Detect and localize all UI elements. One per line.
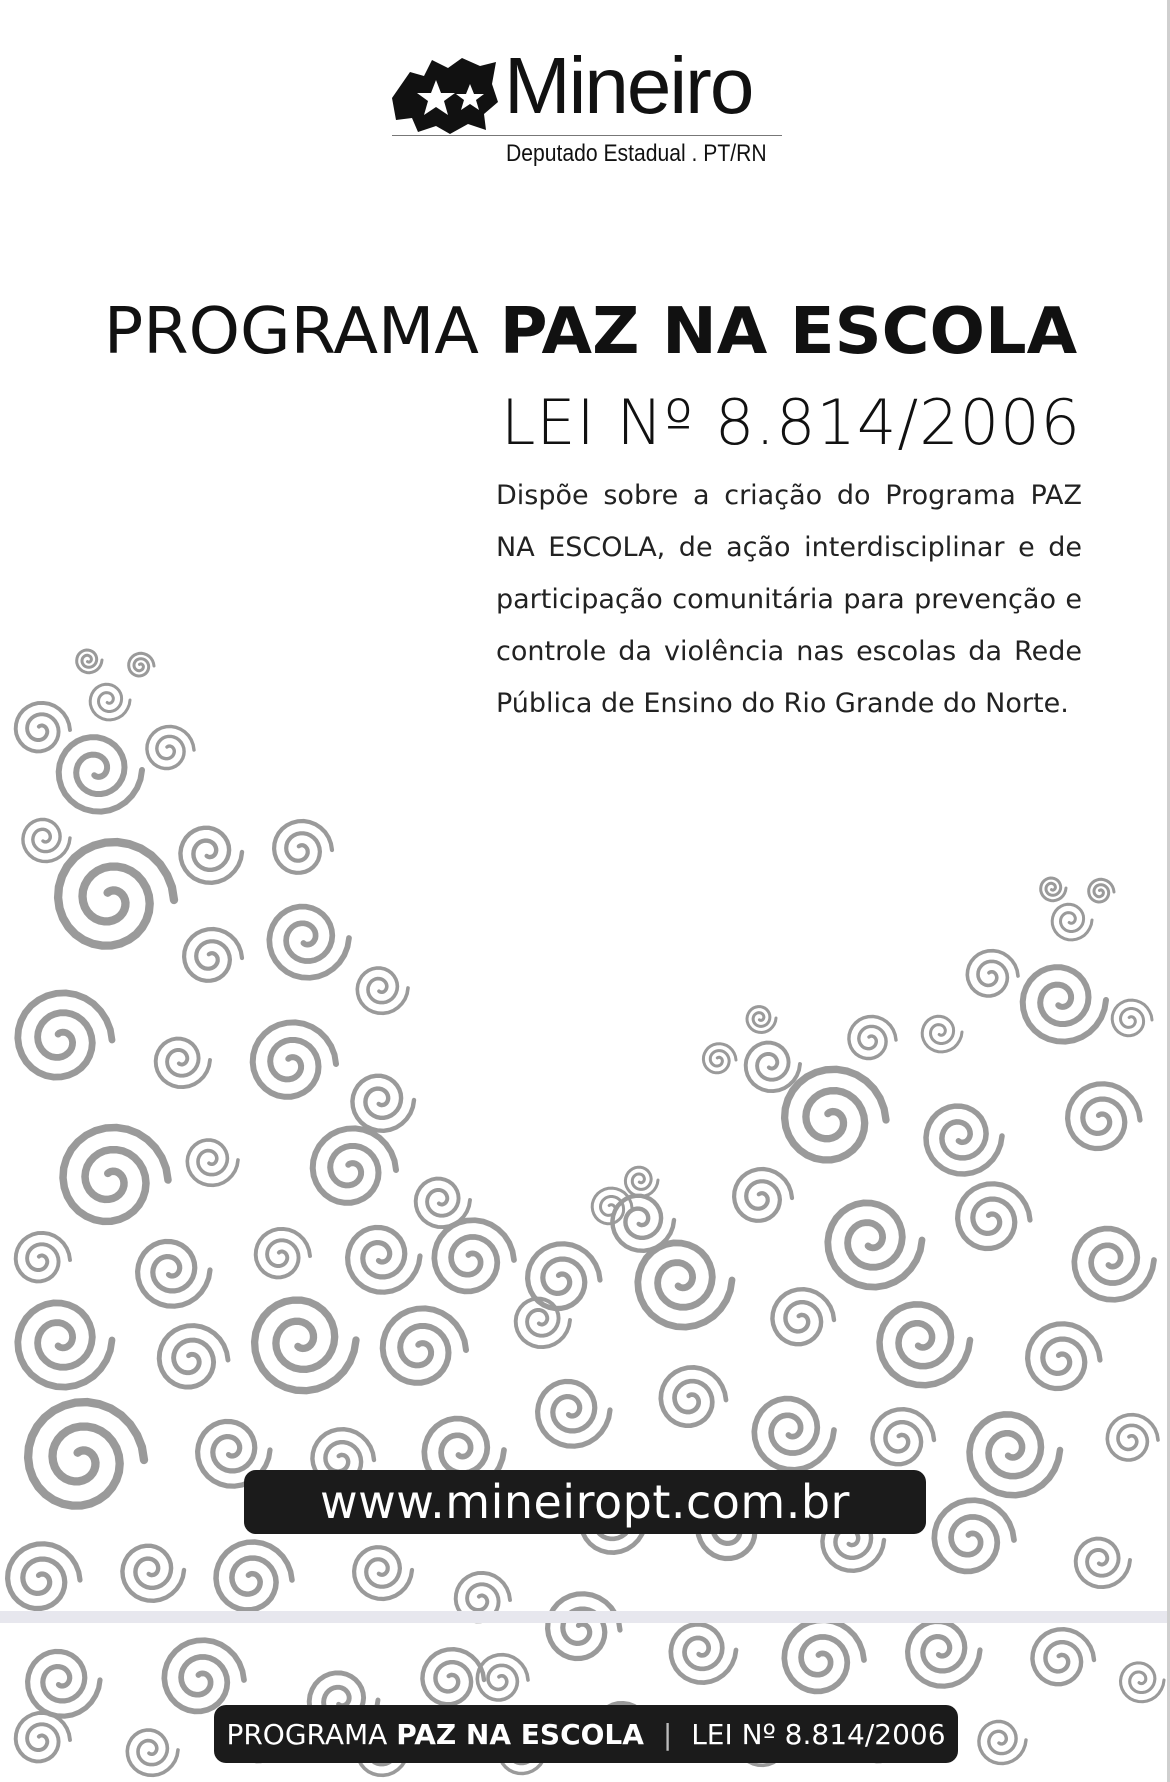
swirl-shape: [28, 1652, 100, 1717]
swirl-shape: [184, 929, 242, 981]
swirl-shape: [256, 1229, 310, 1278]
swirl-shape: [255, 1300, 356, 1391]
swirl-shape: [180, 828, 242, 883]
swirl-shape: [16, 703, 70, 752]
swirl-shape: [352, 1076, 414, 1131]
website-link[interactable]: www.mineiropt.com.br: [320, 1475, 850, 1529]
mineiro-logo: [388, 41, 808, 172]
swirl-shape: [1112, 1000, 1152, 1036]
swirl-shape: [274, 821, 332, 873]
swirl-shape: [129, 653, 154, 676]
swirl-shape: [18, 993, 112, 1077]
swirl-shape: [1041, 878, 1066, 901]
swirl-shape: [908, 1622, 980, 1687]
swirl-shape: [422, 1649, 484, 1704]
swirl-shape: [1028, 1324, 1100, 1389]
star-hand-logo-icon: [388, 54, 500, 136]
swirl-shape: [1068, 1084, 1140, 1149]
footer-emphasis: PAZ NA ESCOLA: [396, 1717, 644, 1751]
logo-name: Mineiro: [504, 41, 753, 130]
swirl-shape: [661, 1367, 726, 1425]
swirl-shape: [187, 1140, 238, 1185]
swirl-shape: [122, 1546, 184, 1601]
swirl-shape: [1023, 967, 1106, 1041]
swirl-shape: [970, 1414, 1061, 1495]
swirl-shape: [90, 684, 130, 720]
footer-separator: |: [662, 1717, 673, 1751]
swirl-shape: [269, 907, 349, 978]
swirl-shape: [754, 1399, 834, 1470]
swirl-shape: [313, 1128, 396, 1202]
swirl-shape: [967, 951, 1018, 996]
logo-divider: [392, 135, 782, 136]
swirl-shape: [538, 1382, 610, 1447]
swirl-shape: [159, 1326, 228, 1388]
swirl-shape: [357, 968, 408, 1013]
swirl-shape: [1107, 1415, 1158, 1460]
law-description: Dispõe sobre a criação do Programa PAZ NA ESCOLA, de ação interdisciplinar e de participação comunitária para prevenção e controle da violência nas escolas da Rede Pública de Ensino do Rio Grande do Norte.: [496, 480, 1082, 719]
swirl-shape: [958, 1184, 1030, 1249]
swirl-shape: [671, 1624, 736, 1682]
swirl-shape: [1052, 904, 1092, 940]
swirl-shape: [979, 1722, 1026, 1764]
swirl-shape: [548, 1594, 620, 1659]
swirl-shape: [63, 1128, 168, 1222]
swirl-shape: [164, 1640, 244, 1711]
program-title: [103, 295, 1077, 369]
swirl-shape: [28, 1402, 144, 1506]
swirl-shape: [772, 1289, 834, 1344]
swirl-shape: [784, 1620, 864, 1691]
swirl-shape: [934, 1500, 1014, 1571]
swirl-shape: [1074, 1229, 1154, 1300]
footer-law: LEI Nº 8.814/2006: [691, 1717, 946, 1751]
swirl-shape: [348, 1228, 420, 1293]
swirl-shape: [1089, 879, 1114, 902]
swirl-shape: [156, 1039, 210, 1088]
swirl-shape: [638, 1243, 732, 1327]
swirl-shape: [785, 1069, 886, 1160]
swirl-shape: [253, 1022, 336, 1096]
strip-divider: [0, 1611, 1167, 1623]
swirl-shape: [138, 1242, 210, 1307]
swirl-shape: [18, 1303, 112, 1387]
swirl-shape: [127, 1730, 178, 1775]
footer-prefix: PROGRAMA: [226, 1717, 388, 1751]
swirl-shape: [734, 1169, 792, 1221]
swirl-shape: [16, 1713, 70, 1762]
swirl-shape: [354, 1547, 412, 1599]
footer-text: [226, 1718, 945, 1751]
swirl-shape: [926, 1106, 1002, 1174]
swirl-shape: [147, 727, 194, 769]
swirl-shape: [880, 1304, 971, 1385]
swirl-shape: [828, 1203, 922, 1287]
program-title-prefix: PROGRAMA: [103, 295, 479, 369]
program-title-emphasis: PAZ NA ESCOLA: [499, 295, 1077, 369]
swirl-shape: [746, 1043, 800, 1092]
website-bar: [244, 1470, 926, 1534]
footer-bar: [214, 1705, 958, 1763]
swirl-shape: [23, 820, 70, 862]
swirl-shape: [59, 737, 142, 811]
swirl-shape: [747, 1007, 776, 1033]
swirl-shape: [8, 1544, 80, 1609]
swirl-shape: [58, 842, 174, 946]
swirl-shape: [216, 1542, 292, 1610]
law-number: LEI Nº 8.814/2006: [500, 386, 1081, 459]
swirl-shape: [16, 1233, 70, 1282]
logo-subtitle: Deputado Estadual . PT/RN: [506, 140, 767, 167]
swirl-shape: [703, 1044, 736, 1073]
swirl-shape: [1076, 1539, 1130, 1588]
swirl-shape: [528, 1244, 600, 1309]
swirl-shape: [434, 1220, 514, 1291]
swirl-decoration: [0, 620, 1167, 1782]
swirl-shape: [1121, 1663, 1165, 1702]
swirl-shape: [77, 650, 102, 673]
swirl-shape: [922, 1016, 962, 1052]
swirl-shape: [625, 1167, 658, 1196]
swirl-shape: [383, 1308, 466, 1382]
swirl-shape: [1032, 1629, 1094, 1684]
swirl-shape: [849, 1017, 896, 1059]
swirl-shape: [872, 1409, 934, 1464]
